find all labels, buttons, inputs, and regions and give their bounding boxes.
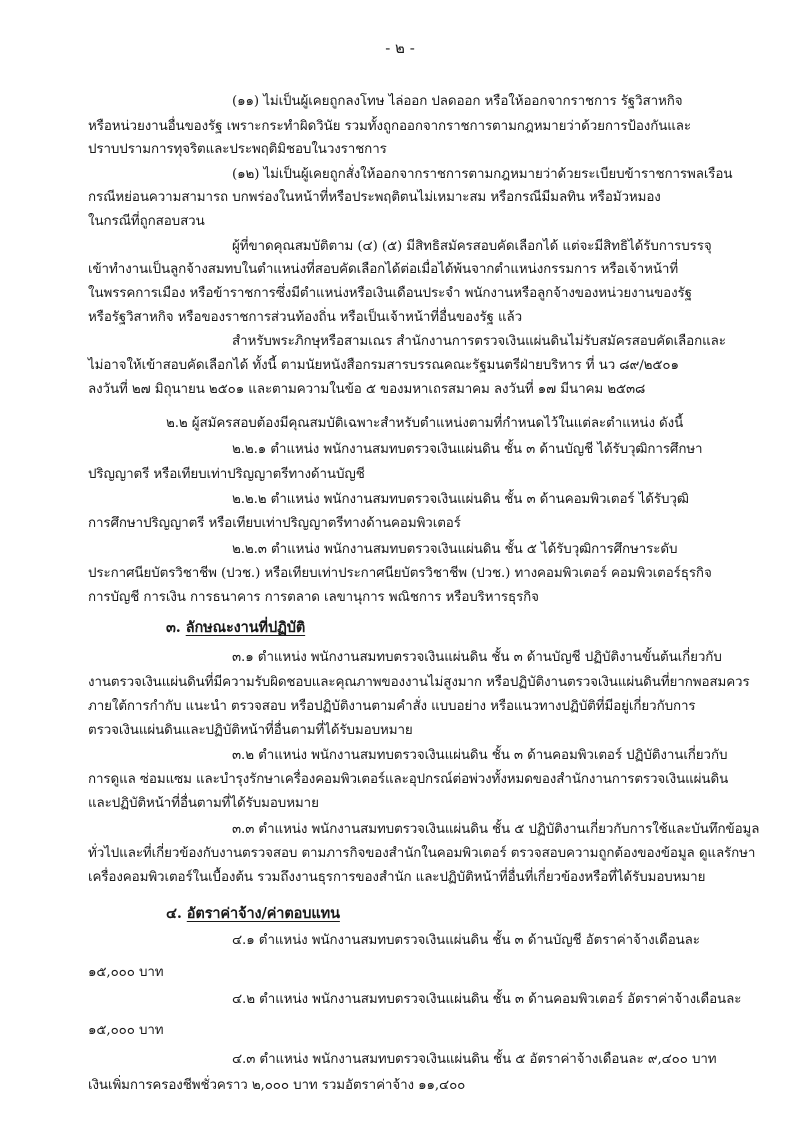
section-3-1-line-4: ตรวจเงินแผ่นดินและปฏิบัติหน้าที่อื่นตามที่ได้รับมอบหมาย <box>88 723 413 738</box>
qualification-11-line-3: ปราบปรามการทุจริตและประพฤติมิชอบในวงราชการ <box>88 142 387 157</box>
section-2-2-2-line-1: ๒.๒.๒ ตำแหน่ง พนักงานสมทบตรวจเงินแผ่นดิน ชั้น ๓ ด้านคอมพิวเตอร์ ได้รับวุฒิ <box>232 492 689 507</box>
section-4-number: ๔. <box>166 905 182 922</box>
qualification-12-line-2: กรณีหย่อนความสามารถ บกพร่องในหน้าที่หรือประพฤติตนไม่เหมาะสม หรือกรณีมีมลทิน หรือมัวหมอง <box>88 190 661 205</box>
note-45-line-2: เข้าทำงานเป็นลูกจ้างสมทบในตำแหน่งที่สอบคัดเลือกได้ต่อเมื่อได้พ้นจากตำแหน่งกรรมการ หรือเจ้าหน้าที่ <box>88 262 679 277</box>
section-4-heading <box>166 904 340 924</box>
section-4-3-line-2: เงินเพิ่มการครองชีพชั่วคราว ๒,๐๐๐ บาท รวมอัตราค่าจ้าง ๑๑,๔๐๐ <box>88 1078 466 1093</box>
section-4-1-line-1: ๔.๑ ตำแหน่ง พนักงานสมทบตรวจเงินแผ่นดิน ชั้น ๓ ด้านบัญชี อัตราค่าจ้างเดือนละ <box>232 933 700 948</box>
note-45-line-3: ในพรรคการเมือง หรือข้าราชการซึ่งมีตำแหน่งหรือเงินเดือนประจำ พนักงานหรือลูกจ้างของหน่วยงานของรัฐ <box>88 286 692 301</box>
section-3-3-line-1: ๓.๓ ตำแหน่ง พนักงานสมทบตรวจเงินแผ่นดิน ชั้น ๕ ปฏิบัติงานเกี่ยวกับการใช้และบันทึกข้อมูล <box>232 822 760 837</box>
section-2-2-3-line-1: ๒.๒.๓ ตำแหน่ง พนักงานสมทบตรวจเงินแผ่นดิน ชั้น ๕ ได้รับวุฒิการศึกษาระดับ <box>232 542 678 557</box>
section-3-2-line-3: และปฏิบัติหน้าที่อื่นตามที่ได้รับมอบหมาย <box>88 796 319 811</box>
section-4-1-line-2: ๑๕,๐๐๐ บาท <box>88 965 164 980</box>
section-3-2-line-1: ๓.๒ ตำแหน่ง พนักงานสมทบตรวจเงินแผ่นดิน ชั้น ๓ ด้านคอมพิวเตอร์ ปฏิบัติงานเกี่ยวกับ <box>232 748 728 763</box>
section-4-2-line-2: ๑๕,๐๐๐ บาท <box>88 1023 164 1038</box>
note-45-line-1: ผู้ที่ขาดคุณสมบัติตาม (๔) (๕) มีสิทธิสมัครสอบคัดเลือกได้ แต่จะมีสิทธิได้รับการบรรจุ <box>232 239 712 254</box>
note-monks-line-2: ไม่อาจให้เข้าสอบคัดเลือกได้ ทั้งนี้ ตามนัยหนังสือกรมสารบรรณคณะรัฐมนตรีฝ่ายบริหาร ที่ นว ๘๙/๒๕๐๑ <box>88 358 679 373</box>
qualification-11-line-1: (๑๑) ไม่เป็นผู้เคยถูกลงโทษ ไล่ออก ปลดออก หรือให้ออกจากราชการ รัฐวิสาหกิจ <box>232 94 683 109</box>
note-monks-line-3: ลงวันที่ ๒๗ มิถุนายน ๒๕๐๑ และตามความในข้อ ๕ ของมหาเถรสมาคม ลงวันที่ ๑๗ มีนาคม ๒๕๓๘ <box>88 382 646 397</box>
qualification-11-line-2: หรือหน่วยงานอื่นของรัฐ เพราะกระทำผิดวินัย รวมทั้งถูกออกจากราชการตามกฎหมายว่าด้วยการป้องกันและ <box>88 119 691 134</box>
section-3-1-line-1: ๓.๑ ตำแหน่ง พนักงานสมทบตรวจเงินแผ่นดิน ชั้น ๓ ด้านบัญชี ปฏิบัติงานขั้นต้นเกี่ยวกับ <box>232 650 722 665</box>
section-3-3-line-3: เครื่องคอมพิวเตอร์ในเบื้องต้น รวมถึงงานธุรการของสำนัก และปฏิบัติหน้าที่อื่นที่เกี่ยวข้องหรือที่ได้รับมอบหมาย <box>88 870 706 885</box>
qualification-12-line-3: ในกรณีที่ถูกสอบสวน <box>88 214 205 229</box>
note-45-line-4: หรือรัฐวิสาหกิจ หรือของราชการส่วนท้องถิ่น หรือเป็นเจ้าหน้าที่อื่นของรัฐ แล้ว <box>88 310 523 325</box>
note-monks-line-1: สำหรับพระภิกษุหรือสามเณร สำนักงานการตรวจเงินแผ่นดินไม่รับสมัครสอบคัดเลือกและ <box>232 334 726 349</box>
section-4-3-line-1: ๔.๓ ตำแหน่ง พนักงานสมทบตรวจเงินแผ่นดิน ชั้น ๕ อัตราค่าจ้างเดือนละ ๙,๔๐๐ บาท <box>232 1052 717 1067</box>
section-3-number: ๓. <box>166 619 181 636</box>
section-3-title: ลักษณะงานที่ปฏิบัติ <box>185 619 306 636</box>
section-2-2-2-line-2: การศึกษาปริญญาตรี หรือเทียบเท่าปริญญาตรีทางด้านคอมพิวเตอร์ <box>88 516 461 531</box>
qualification-12-line-1: (๑๒) ไม่เป็นผู้เคยถูกสั่งให้ออกจากราชการตามกฎหมายว่าด้วยระเบียบข้าราชการพลเรือน <box>232 167 733 182</box>
section-2-2-intro: ๒.๒ ผู้สมัครสอบต้องมีคุณสมบัติเฉพาะสำหรับตำแหน่งตามที่กำหนดไว้ในแต่ละตำแหน่ง ดังนี้ <box>166 416 684 431</box>
section-3-1-line-2: งานตรวจเงินแผ่นดินที่มีความรับผิดชอบและคุณภาพของงานไม่สูงมาก หรือปฏิบัติงานตรวจเงินแผ่นดินที่ยากพอสมควร <box>88 675 750 690</box>
section-2-2-3-line-2: ประกาศนียบัตรวิชาชีพ (ปวช.) หรือเทียบเท่าประกาศนียบัตรวิชาชีพ (ปวช.) ทางคอมพิวเตอร์ คอมพิวเตอร์ธุรกิจ <box>88 566 712 581</box>
section-2-2-1-line-1: ๒.๒.๑ ตำแหน่ง พนักงานสมทบตรวจเงินแผ่นดิน ชั้น ๓ ด้านบัญชี ได้รับวุฒิการศึกษา <box>232 442 703 457</box>
section-3-3-line-2: ทั่วไปและที่เกี่ยวข้องกับงานตรวจสอบ ตามภารกิจของสำนักในคอมพิวเตอร์ ตรวจสอบความถูกต้องของข้อมูล ดูแลรักษา <box>88 846 756 861</box>
section-3-heading <box>166 618 305 638</box>
section-3-2-line-2: การดูแล ซ่อมแซม และบำรุงรักษาเครื่องคอมพิวเตอร์และอุปกรณ์ต่อพ่วงทั้งหมดของสำนักงานการตรวจเงินแผ่นดิน <box>88 772 729 787</box>
section-2-2-3-line-3: การบัญชี การเงิน การธนาคาร การตลาด เลขานุการ พณิชการ หรือบริหารธุรกิจ <box>88 590 539 605</box>
section-4-title: อัตราค่าจ้าง/ค่าตอบแทน <box>186 905 340 922</box>
section-2-2-1-line-2: ปริญญาตรี หรือเทียบเท่าปริญญาตรีทางด้านบัญชี <box>88 467 365 482</box>
section-3-1-line-3: ภายใต้การกำกับ แนะนำ ตรวจสอบ หรือปฏิบัติงานตามคำสั่ง แบบอย่าง หรือแนวทางปฏิบัติที่มีอยู่เกี่ยวกับการ <box>88 699 696 714</box>
page-number: - ๒ - <box>385 39 415 57</box>
section-4-2-line-1: ๔.๒ ตำแหน่ง พนักงานสมทบตรวจเงินแผ่นดิน ชั้น ๓ ด้านคอมพิวเตอร์ อัตราค่าจ้างเดือนละ <box>232 992 742 1007</box>
